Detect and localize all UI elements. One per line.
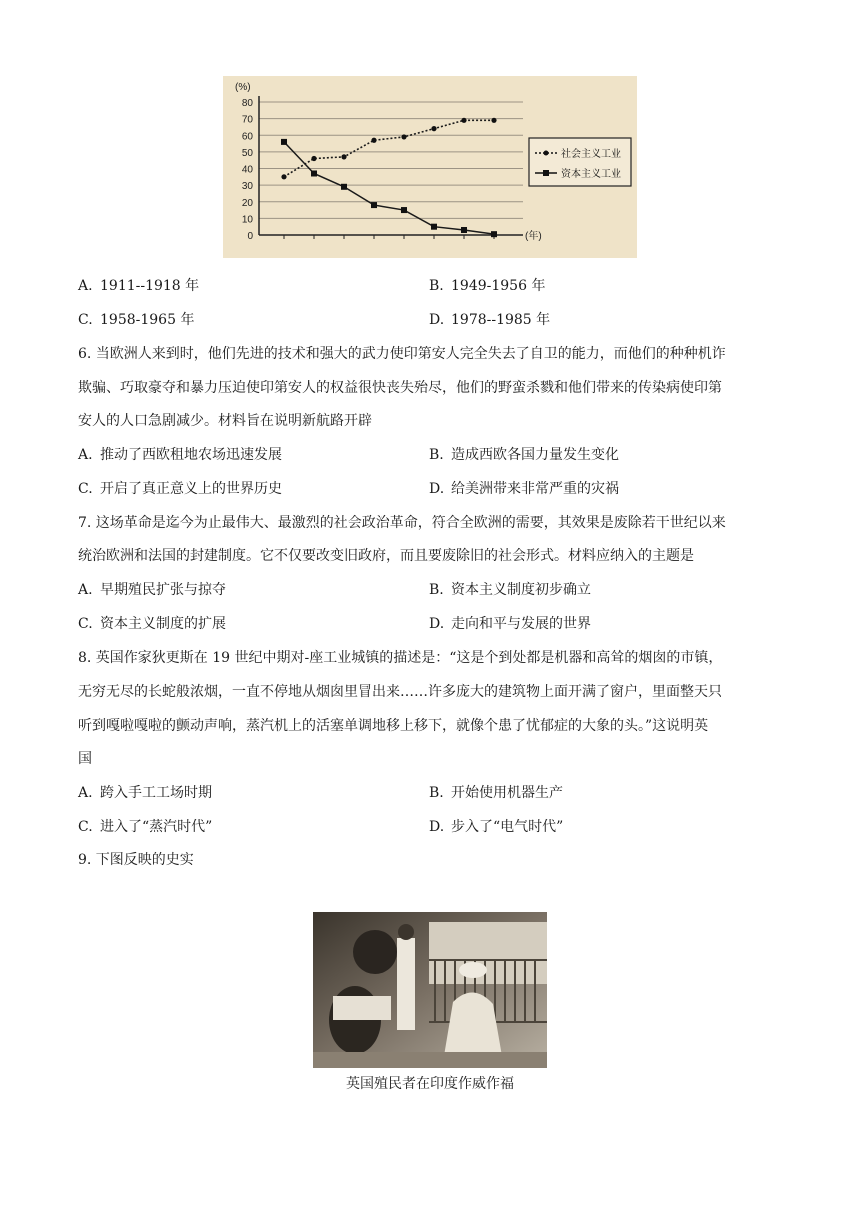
y-tick-label: 70 <box>241 114 253 126</box>
option-text: 跨入手工工场时期 <box>100 785 212 801</box>
q6-stem-line-1: 6. 当欧洲人来到时，他们先进的技术和强大的武力使印第安人完全失去了自卫的能力，而他们的种种机诈 <box>78 346 726 362</box>
q6-stem-line-2: 欺骗、巧取豪夺和暴力压迫使印第安人的权益很快丧失殆尽，他们的野蛮杀戮和他们带来的传染病使印第 <box>78 380 722 396</box>
legend-marker <box>544 151 549 156</box>
option-key: A. <box>78 785 93 801</box>
option-text: 资本主义制度的扩展 <box>100 616 226 632</box>
industry-line-chart <box>223 76 637 258</box>
option-text: 进入了“蒸汽时代” <box>100 819 213 835</box>
y-tick-label: 20 <box>241 197 253 209</box>
photo-caption: 英国殖民者在印度作威作福 <box>346 1076 514 1092</box>
q7-stem-line-1: 7. 这场革命是迄今为止最伟大、最激烈的社会政治革命，符合全欧洲的需要，其效果是废除若干世纪以来 <box>78 515 726 531</box>
option-key: D. <box>429 616 445 632</box>
option-key: B. <box>429 447 444 463</box>
option-key: C. <box>78 481 93 497</box>
legend-label: 社会主义工业 <box>561 149 621 160</box>
option-key: A. <box>78 278 93 294</box>
q6-option-a[interactable] <box>78 445 282 465</box>
series-1-point <box>431 126 436 131</box>
option-key: B. <box>429 278 444 294</box>
series-1-point <box>311 156 316 161</box>
y-axis-label: (%) <box>235 82 251 93</box>
y-tick-label: 0 <box>247 231 253 242</box>
q8-stem-line-4: 国 <box>78 751 92 767</box>
option-text: 步入了“电气时代” <box>451 819 564 835</box>
option-text: 开启了真正意义上的世界历史 <box>100 481 282 497</box>
option-text: 1958-1965 年 <box>100 312 195 328</box>
q8-option-c[interactable] <box>78 817 212 837</box>
option-key: C. <box>78 312 93 328</box>
series-1-point <box>461 118 466 123</box>
q7-option-a[interactable] <box>78 580 226 600</box>
q5-option-a[interactable] <box>78 276 199 296</box>
series-2-point <box>491 231 497 237</box>
q8-option-d[interactable] <box>429 817 563 837</box>
q8-option-a[interactable] <box>78 783 212 803</box>
series-2-point <box>461 227 467 233</box>
option-key: B. <box>429 582 444 598</box>
q8-stem-line-1: 8. 英国作家狄更斯在 19 世纪中期对-座工业城镇的描述是：“这是个到处都是机器和高耸的烟囱的市镇， <box>78 650 723 666</box>
y-tick-label: 10 <box>241 214 253 226</box>
q7-option-c[interactable] <box>78 614 226 634</box>
option-text: 走向和平与发展的世界 <box>451 616 591 632</box>
option-key: A. <box>78 582 93 598</box>
series-2-point <box>281 139 287 145</box>
option-text: 造成西欧各国力量发生变化 <box>451 447 619 463</box>
q6-option-b[interactable] <box>429 445 619 465</box>
q7-stem-line-2: 统治欧洲和法国的封建制度。它不仅要改变旧政府，而且要废除旧的社会形式。材料应纳入的主题是 <box>78 548 694 564</box>
q6-option-d[interactable] <box>429 479 619 499</box>
series-2-point <box>401 207 407 213</box>
option-text: 1949-1956 年 <box>451 278 546 294</box>
colonist-photo-illustration <box>313 912 547 1068</box>
option-key: C. <box>78 616 93 632</box>
option-text: 资本主义制度初步确立 <box>451 582 591 598</box>
y-tick-label: 60 <box>241 131 253 143</box>
q6-stem-line-3: 安人的人口急剧减少。材料旨在说明新航路开辟 <box>78 413 372 429</box>
option-key: A. <box>78 447 93 463</box>
option-text: 推动了西欧租地农场迅速发展 <box>100 447 282 463</box>
legend-label: 资本主义工业 <box>561 169 621 180</box>
series-2-point <box>341 184 347 190</box>
chart-svg <box>223 76 637 258</box>
option-text: 1978--1985 年 <box>451 312 551 328</box>
series-2-point <box>371 202 377 208</box>
q6-option-c[interactable] <box>78 479 282 499</box>
option-key: C. <box>78 819 93 835</box>
option-text: 早期殖民扩张与掠夺 <box>100 582 226 598</box>
series-1-point <box>491 118 496 123</box>
q8-option-b[interactable] <box>429 783 563 803</box>
option-text: 1911--1918 年 <box>100 278 200 294</box>
colonist-photo <box>313 912 547 1068</box>
q8-stem-line-3: 听到嘎啦嘎啦的颤动声响，蒸汽机上的活塞单调地移上移下，就像个患了忧郁症的大象的头。”这说明英 <box>78 718 709 734</box>
q5-option-b[interactable] <box>429 276 545 296</box>
legend-marker <box>543 170 549 176</box>
option-key: D. <box>429 819 445 835</box>
option-key: B. <box>429 785 444 801</box>
y-tick-label: 40 <box>241 164 253 176</box>
series-1-point <box>371 138 376 143</box>
series-1-point <box>341 154 346 159</box>
q9-stem: 9. 下图反映的史实 <box>78 852 194 868</box>
y-tick-label: 80 <box>241 98 253 109</box>
x-axis-label: (年) <box>525 231 542 242</box>
series-line-2 <box>284 142 494 234</box>
series-1-point <box>281 174 286 179</box>
q5-option-c[interactable] <box>78 310 194 330</box>
q7-option-b[interactable] <box>429 580 591 600</box>
option-text: 给美洲带来非常严重的灾祸 <box>451 481 619 497</box>
series-2-point <box>311 170 317 176</box>
q7-option-d[interactable] <box>429 614 591 634</box>
option-text: 开始使用机器生产 <box>451 785 563 801</box>
y-tick-label: 30 <box>241 181 253 193</box>
series-2-point <box>431 224 437 230</box>
y-tick-label: 50 <box>241 147 253 159</box>
option-key: D. <box>429 481 445 497</box>
option-key: D. <box>429 312 445 328</box>
series-1-point <box>401 134 406 139</box>
q5-option-d[interactable] <box>429 310 550 330</box>
q8-stem-line-2: 无穷无尽的长蛇般浓烟，一直不停地从烟囱里冒出来……许多庞大的建筑物上面开满了窗户，里面整天只 <box>78 684 722 700</box>
